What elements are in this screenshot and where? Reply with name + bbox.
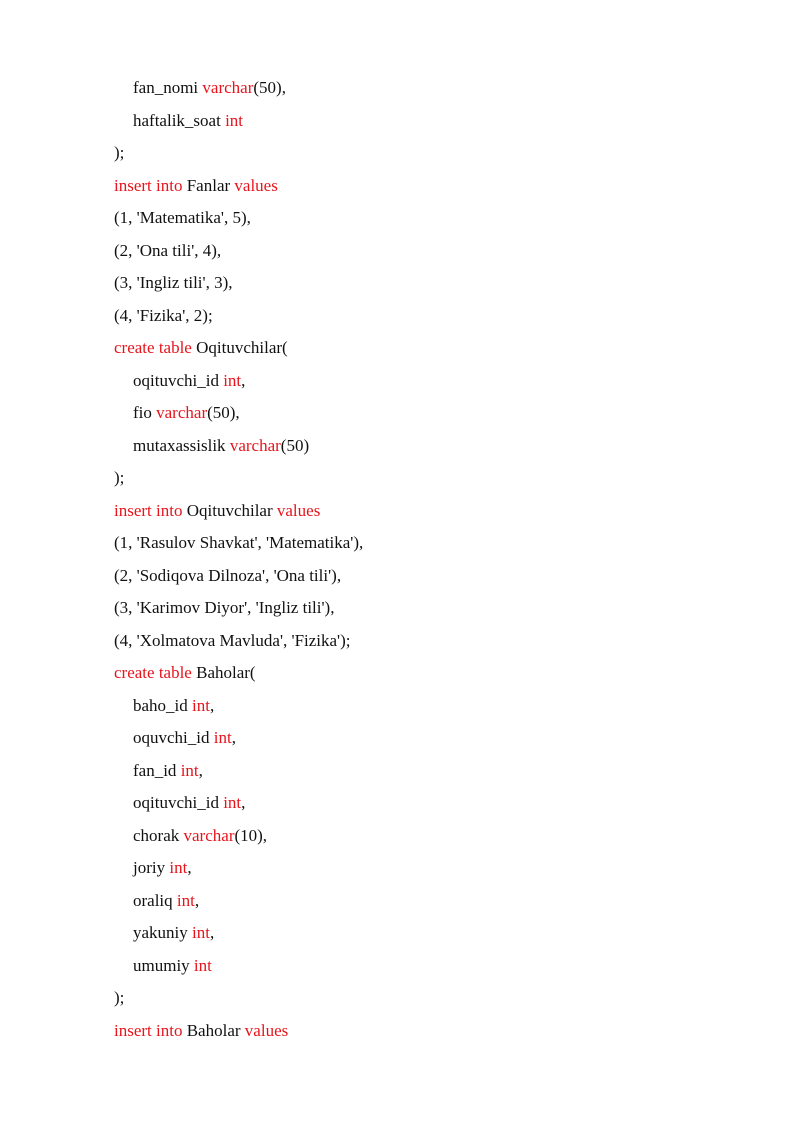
sql-text: ); [114,468,125,487]
code-line [114,657,363,690]
sql-keyword: values [234,175,278,195]
sql-text: , [231,728,236,747]
sql-text: (4, 'Fizika', 2); [114,305,213,325]
sql-text: ); [114,143,125,162]
code-line [114,592,363,625]
code-line [114,917,363,950]
code-line [114,1015,363,1048]
sql-text: haftalik_soat [133,110,226,130]
sql-text: , [241,370,246,390]
code-line [114,852,363,885]
code-line [114,105,363,138]
sql-keyword: int [223,793,242,812]
sql-text: Baholar( [191,663,256,682]
sql-text: oqituvchi_id [133,793,224,812]
sql-text: joriy [133,858,170,877]
sql-text: (2, 'Sodiqova Dilnoza', 'Ona tili'), [114,565,342,585]
sql-text: oqituvchi_id [133,370,224,390]
sql-text: (1, 'Matematika', 5), [114,208,251,227]
sql-text: (3, 'Karimov Diyor', 'Ingliz tili'), [114,598,335,617]
sql-text: fan_id [133,760,181,780]
code-line [114,462,363,495]
code-line [114,137,363,170]
sql-keyword: insert into [114,175,183,195]
sql-text: chorak [133,825,184,845]
sql-text: (50), [207,403,240,422]
sql-text: mutaxassislik [133,435,230,455]
code-line [114,690,363,723]
code-line [114,527,363,560]
sql-keyword: int [180,760,199,780]
sql-keyword: varchar [156,403,208,422]
sql-text: (50), [253,78,286,97]
sql-keyword: int [225,110,244,130]
sql-keyword: varchar [183,825,235,845]
sql-text: baho_id [133,695,193,715]
sql-text: umumiy [133,955,194,975]
sql-code-block [114,72,363,1047]
sql-text: fio [133,403,157,422]
sql-keyword: create table [114,663,192,682]
sql-text: yakuniy [133,923,193,942]
sql-text: (50) [280,435,310,455]
sql-text: (3, 'Ingliz tili', 3), [114,273,233,292]
sql-keyword: int [192,923,210,942]
sql-text: Oqituvchilar( [191,338,288,357]
code-line [114,332,363,365]
code-line [114,235,363,268]
sql-text: fan_nomi [133,78,203,97]
sql-text: (1, 'Rasulov Shavkat', 'Matematika'), [114,533,364,552]
code-line [114,397,363,430]
sql-keyword: int [192,695,210,715]
sql-keyword: create table [114,338,192,357]
sql-text: (10), [234,825,268,845]
sql-keyword: int [223,370,242,390]
sql-text: Baholar [182,1020,245,1040]
sql-text: , [209,923,215,942]
code-line [114,755,363,788]
code-line [114,950,363,983]
code-line [114,560,363,593]
code-line [114,982,363,1015]
sql-text: , [241,793,246,812]
sql-keyword: int [193,955,212,975]
sql-text: , [209,695,215,715]
code-line [114,820,363,853]
sql-text: ); [114,988,125,1007]
sql-keyword: values [276,500,321,520]
sql-text: , [194,890,200,910]
sql-keyword: int [176,890,195,910]
code-line [114,885,363,918]
code-line [114,430,363,463]
code-line [114,202,363,235]
sql-keyword: int [213,728,232,747]
code-line [114,787,363,820]
sql-keyword: insert into [114,500,183,520]
code-line [114,72,363,105]
sql-keyword: varchar [229,435,281,455]
sql-text: oquvchi_id [133,728,214,747]
code-line [114,625,363,658]
code-line [114,495,363,528]
sql-keyword: values [244,1020,289,1040]
sql-keyword: insert into [114,1020,183,1040]
sql-text: Oqituvchilar [182,500,277,520]
code-line [114,267,363,300]
sql-keyword: int [169,858,188,877]
code-line [114,300,363,333]
sql-text: , [198,760,203,780]
sql-text: , [187,858,192,877]
code-line [114,722,363,755]
sql-text: oraliq [133,890,177,910]
code-line [114,365,363,398]
sql-text: Fanlar [182,175,235,195]
sql-keyword: varchar [202,78,254,97]
sql-text: (4, 'Xolmatova Mavluda', 'Fizika'); [114,630,351,650]
code-line [114,170,363,203]
sql-text: (2, 'Ona tili', 4), [114,240,222,260]
